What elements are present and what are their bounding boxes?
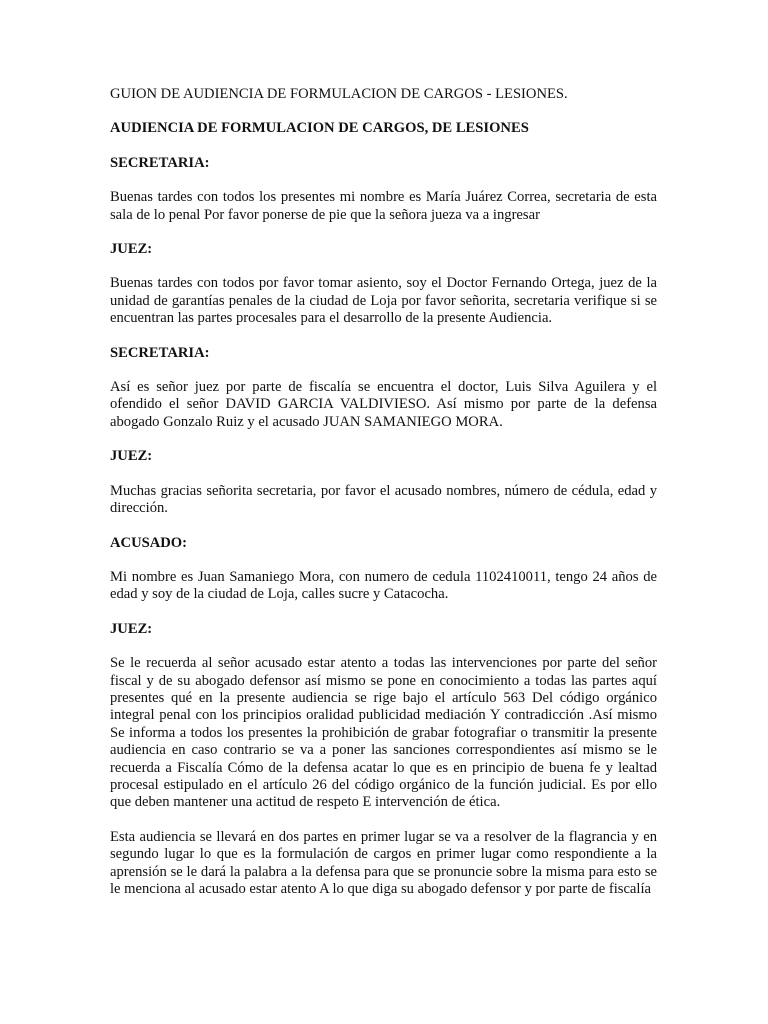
speaker-label: SECRETARIA: <box>110 154 210 171</box>
dialogue-paragraph: Buenas tardes con todos por favor tomar asiento, soy el Doctor Fernando Ortega, juez de la unidad de garantías penales de la ciudad de Loja por favor señorita, secretaria verifique si se encuentran las partes procesales para el desarrollo de la presente Audiencia. <box>110 275 657 327</box>
speaker-label: ACUSADO: <box>110 534 188 551</box>
document-page <box>110 86 657 915</box>
speaker-label: JUEZ: <box>110 448 153 465</box>
speaker-label: SECRETARIA: <box>110 344 210 361</box>
dialogue-paragraph: Se le recuerda al señor acusado estar atento a todas las intervenciones por parte del señor fiscal y de su abogado defensor así mismo se pone en conocimiento a todas las partes aquí presentes qué en la presente audiencia se rige bajo el artículo 563 Del código orgánico integral penal con los principios oralidad publicidad mediación Y contradicción .Así mismo Se informa a todos los presentes la prohibición de grabar fotografiar o transmitir la presente audiencia en caso contrario se va a poner las sanciones correspondientes así mismo se le recuerda a Fiscalía Cómo de la defensa acatar lo que es en principio de buena fe y lealtad procesal estipulado en el artículo 26 del código orgánico de la función judicial. Es por ello que deben mantener una actitud de respeto E intervención de ética. <box>110 655 657 811</box>
closing-paragraph: Esta audiencia se llevará en dos partes en primer lugar se va a resolver de la flagrancia y en segundo lugar lo que es la formulación de cargos en primer lugar como respondiente a la aprensión se le dará la palabra a la defensa para que se pronuncie sobre la misma para esto se le menciona al acusado estar atento A lo que diga su abogado defensor y por parte de fiscalía <box>110 828 657 897</box>
dialogue-paragraph: Así es señor juez por parte de fiscalía se encuentra el doctor, Luis Silva Aguilera y el ofendido el señor DAVID GARCIA VALDIVIESO. Así mismo por parte de la defensa abogado Gonzalo Ruiz y el acusado JUAN SAMANIEGO MORA. <box>110 379 657 430</box>
dialogue-paragraph: Muchas gracias señorita secretaria, por favor el acusado nombres, número de cédula, edad y dirección. <box>110 482 657 517</box>
dialogue-paragraph: Mi nombre es Juan Samaniego Mora, con numero de cedula 1102410011, tengo 24 años de edad y soy de la ciudad de Loja, calles sucre y Catacocha. <box>110 568 657 603</box>
speaker-label: JUEZ: <box>110 241 153 258</box>
speaker-label: JUEZ: <box>110 620 153 637</box>
dialogue-paragraph: Buenas tardes con todos los presentes mi nombre es María Juárez Correa, secretaria de esta sala de lo penal Por favor ponerse de pie que la señora jueza va a ingresar <box>110 189 657 223</box>
document-title: GUION DE AUDIENCIA DE FORMULACION DE CARGOS - LESIONES. <box>110 86 568 102</box>
document-heading: AUDIENCIA DE FORMULACION DE CARGOS, DE LESIONES <box>110 120 529 137</box>
